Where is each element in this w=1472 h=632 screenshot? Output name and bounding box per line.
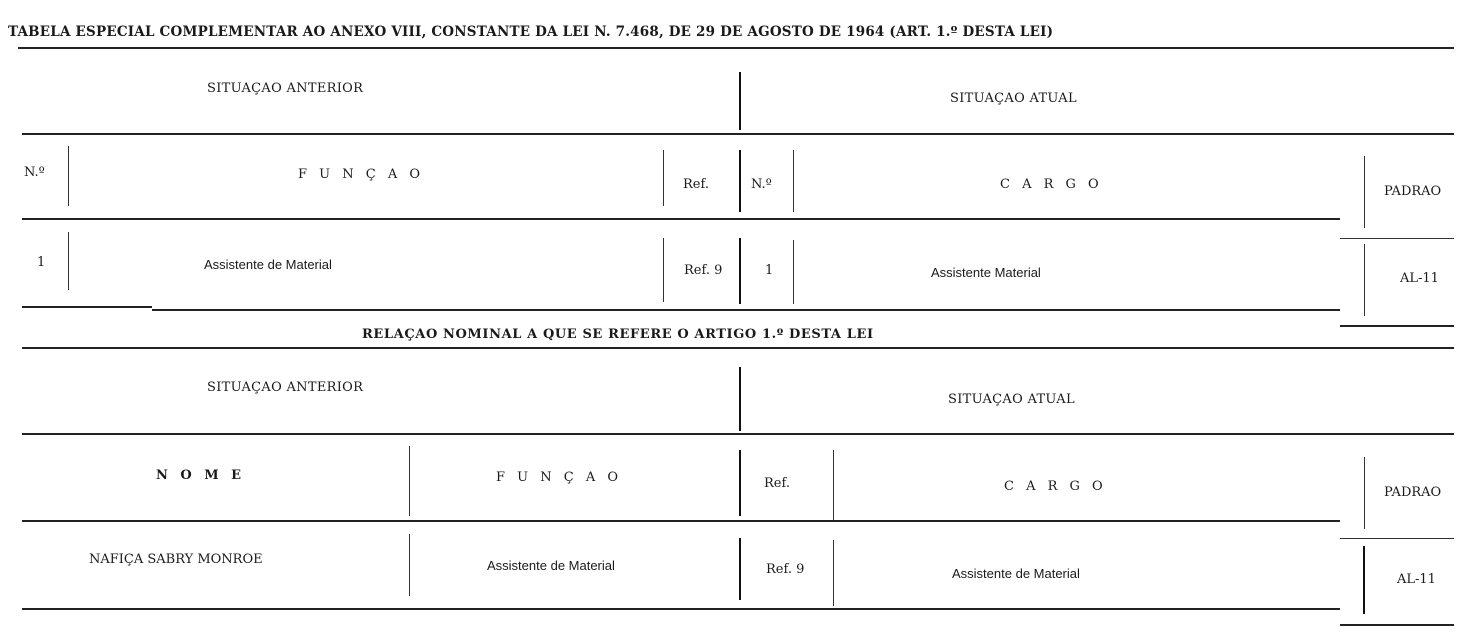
title-underline — [18, 47, 1454, 49]
t1-cell-cargo: Assistente Material — [931, 265, 1041, 280]
t2-group-rule — [22, 433, 1454, 435]
t2-situacao-atual-header: SITUAÇAO ATUAL — [948, 392, 1075, 407]
t1-col-numero-ant: N.º — [24, 165, 45, 180]
t1-cell-padrao: AL-11 — [1400, 271, 1439, 286]
t2-row-sep-3 — [833, 540, 834, 606]
t2-col-cargo: C A R G O — [1004, 479, 1107, 494]
t2-row-sep-2 — [739, 538, 741, 600]
t1-bottom-rule — [152, 309, 1340, 311]
t1-row-sep-4 — [793, 240, 794, 304]
t2-cell-funcao: Assistente de Material — [487, 558, 615, 573]
t1-col-sep-3 — [739, 150, 741, 212]
t1-col-funcao: F U N Ç A O — [298, 167, 425, 182]
t2-col-funcao: F U N Ç A O — [496, 470, 623, 485]
t1-group-rule — [22, 133, 1454, 135]
t2-row-sep-1 — [409, 534, 410, 596]
t2-header-rule-right — [1340, 538, 1454, 539]
t2-cell-nome: NAFIÇA SABRY MONROE — [89, 552, 263, 567]
t1-header-rule-right — [1340, 238, 1454, 239]
t2-col-nome: N O M E — [156, 468, 246, 483]
t2-situacao-anterior-header: SITUAÇAO ANTERIOR — [207, 380, 364, 395]
t1-situacao-anterior-header: SITUAÇAO ANTERIOR — [207, 81, 364, 96]
t2-bottom-rule — [22, 608, 1340, 610]
t2-cell-ref: Ref. 9 — [766, 562, 805, 577]
t1-bottom-rule-left — [22, 306, 152, 308]
t2-header-rule — [22, 520, 1340, 522]
t1-col-sep-2 — [663, 150, 664, 206]
t2-col-ref: Ref. — [764, 476, 790, 491]
t1-cell-numero-ant: 1 — [37, 255, 46, 270]
t2-col-sep-4 — [1364, 457, 1365, 529]
t1-cell-numero-atual: 1 — [765, 263, 774, 278]
t1-row-sep-5 — [1364, 244, 1365, 316]
t2-col-sep-1 — [409, 446, 410, 516]
t2-bottom-rule-right — [1340, 624, 1454, 626]
t1-header-rule — [22, 218, 1340, 220]
t1-situacao-atual-header: SITUAÇAO ATUAL — [950, 91, 1077, 106]
t2-col-sep-2 — [739, 450, 741, 516]
t1-group-divider — [739, 72, 741, 130]
t1-cell-funcao: Assistente de Material — [204, 257, 332, 272]
t2-cell-padrao: AL-11 — [1397, 572, 1436, 587]
t1-col-sep-5 — [1364, 156, 1365, 228]
t1-col-ref: Ref. — [683, 177, 709, 192]
t2-group-divider — [739, 367, 741, 431]
t1-row-sep-2 — [663, 238, 664, 302]
t1-cell-ref: Ref. 9 — [684, 263, 723, 278]
t1-row-sep-1 — [68, 232, 69, 290]
document-title: TABELA ESPECIAL COMPLEMENTAR AO ANEXO VIII, CONSTANTE DA LEI N. 7.468, DE 29 DE AGOSTO DE 1964 (ART. 1.º DESTA LEI) — [8, 24, 1054, 40]
section2-rule — [22, 347, 1454, 349]
section2-title: RELAÇAO NOMINAL A QUE SE REFERE O ARTIGO 1.º DESTA LEI — [362, 327, 874, 342]
t1-row-sep-3 — [739, 238, 741, 304]
t1-col-numero-atual: N.º — [751, 177, 772, 192]
t2-row-sep-4 — [1363, 546, 1365, 614]
t1-bottom-rule-right — [1340, 325, 1454, 327]
t1-col-padrao: PADRAO — [1384, 184, 1442, 199]
t2-cell-cargo: Assistente de Material — [952, 566, 1080, 581]
t2-col-padrao: PADRAO — [1384, 485, 1442, 500]
t1-col-sep-4 — [793, 150, 794, 212]
t1-col-sep-1 — [68, 146, 69, 206]
t2-col-sep-3 — [833, 450, 834, 520]
t1-col-cargo: C A R G O — [1000, 177, 1103, 192]
